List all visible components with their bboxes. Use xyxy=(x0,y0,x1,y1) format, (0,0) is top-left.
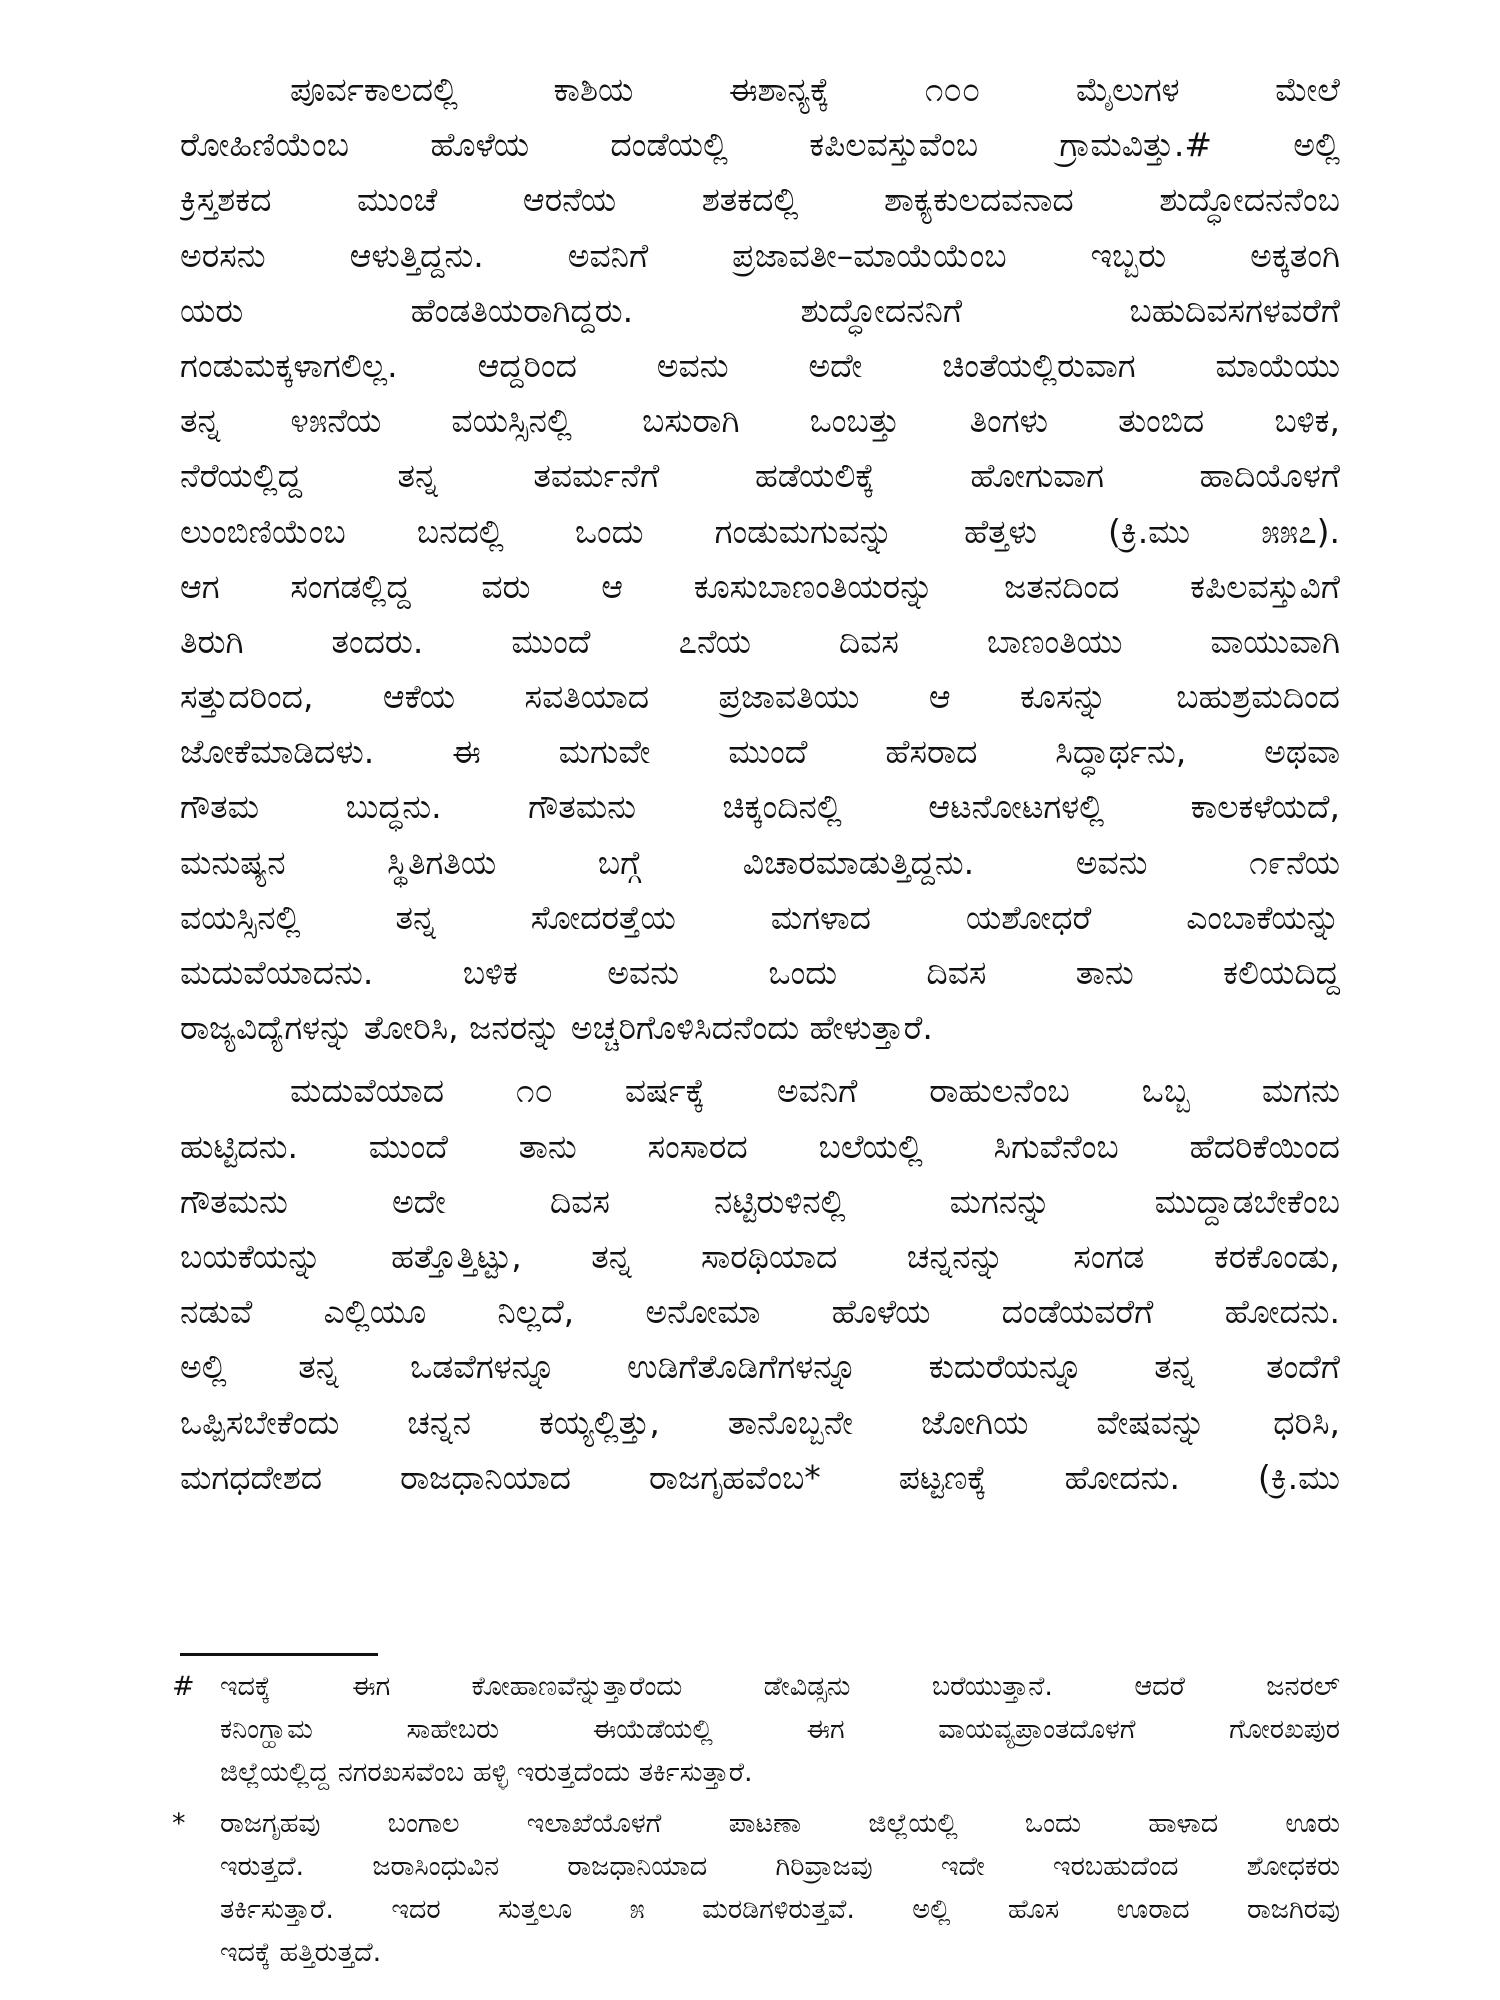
text-line: ರೋಹಿಣಿಯೆಂಬ ಹೊಳೆಯ ದಂಡೆಯಲ್ಲಿ ಕಪಿಲವಸ್ತುವೆಂಬ ಗ್ರಾಮವಿತ್ತು.# ಅಲ್ಲಿ xyxy=(180,125,1340,165)
text-line: ನೆರೆಯಲ್ಲಿದ್ದ ತನ್ನ ತವರ್ಮನೆಗೆ ಹಡೆಯಲಿಕ್ಕೆ ಹೋಗುವಾಗ ಹಾದಿಯೊಳಗೆ xyxy=(180,456,1340,496)
text-line: ವಯಸ್ಸಿನಲ್ಲಿ ತನ್ನ ಸೋದರತ್ತೆಯ ಮಗಳಾದ ಯಶೋಧರೆ ಎಂಬಾಕೆಯನ್ನು xyxy=(180,897,1340,937)
text-line: ಯರು ಹೆಂಡತಿಯರಾಗಿದ್ದರು. ಶುದ್ಧೋದನನಿಗೆ ಬಹುದಿವಸಗಳವರೆಗೆ xyxy=(180,290,1340,330)
footnote-marker: * xyxy=(172,1808,186,1839)
footnote-hash xyxy=(172,1665,1340,1794)
text-line: ತಿರುಗಿ ತಂದರು. ಮುಂದೆ ೭ನೆಯ ದಿವಸ ಬಾಣಂತಿಯು ವಾಯುವಾಗಿ xyxy=(180,621,1340,661)
text-line: ಲುಂಬಿಣಿಯೆಂಬ ಬನದಲ್ಲಿ ಒಂದು ಗಂಡುಮಗುವನ್ನು ಹೆತ್ತಳು (ಕ್ರಿ.ಮು ೫೫೭). xyxy=(180,511,1340,551)
text-line: ಸತ್ತುದರಿಂದ, ಆಕೆಯ ಸವತಿಯಾದ ಪ್ರಜಾವತಿಯು ಆ ಕೂಸನ್ನು ಬಹುಶ್ರಮದಿಂದ xyxy=(180,677,1340,717)
text-line: ನಡುವೆ ಎಲ್ಲಿಯೂ ನಿಲ್ಲದೆ, ಅನೋಮಾ ಹೊಳೆಯ ದಂಡೆಯವರೆಗೆ ಹೋದನು. xyxy=(180,1292,1340,1332)
footnote-line: ಇದಕ್ಕೆ ಈಗ ಕೋಹಾಣವೆನ್ನುತ್ತಾರೆಂದು ಡೇವಿಡ್ಸನು ಬರೆಯುತ್ತಾನೆ. ಆದರೆ ಜನರಲ್ xyxy=(220,1671,1340,1702)
text-line: ಬಯಕೆಯನ್ನು ಹತ್ತೊತ್ತಿಟ್ಟು, ತನ್ನ ಸಾರಥಿಯಾದ ಚನ್ನನನ್ನು ಸಂಗಡ ಕರಕೊಂಡು, xyxy=(180,1236,1340,1276)
text-line: ಹುಟ್ಟಿದನು. ಮುಂದೆ ತಾನು ಸಂಸಾರದ ಬಲೆಯಲ್ಲಿ ಸಿಗುವೆನೆಂಬ ಹೆದರಿಕೆಯಿಂದ xyxy=(180,1126,1340,1166)
footnote-marker: # xyxy=(172,1671,195,1702)
text-line: ರಾಜ್ಯವಿದ್ಯೆಗಳನ್ನು ತೋರಿಸಿ, ಜನರನ್ನು ಅಚ್ಚರಿಗೊಳಿಸಿದನೆಂದು ಹೇಳುತ್ತಾರೆ. xyxy=(180,1008,933,1048)
text-line: ಅಲ್ಲಿ ತನ್ನ ಒಡವೆಗಳನ್ನೂ ಉಡಿಗೆತೊಡಿಗೆಗಳನ್ನೂ ಕುದುರೆಯನ್ನೂ ತನ್ನ ತಂದೆಗೆ xyxy=(180,1347,1340,1387)
text-line: ಅರಸನು ಆಳುತ್ತಿದ್ದನು. ಅವನಿಗೆ ಪ್ರಜಾವತೀ–ಮಾಯೆಯೆಂಬ ಇಬ್ಬರು ಅಕ್ಕತಂಗಿ xyxy=(180,235,1340,275)
footnote-divider xyxy=(180,1653,378,1656)
paragraph-1 xyxy=(180,62,1340,1055)
footnote-line: ರಾಜಗೃಹವು ಬಂಗಾಲ ಇಲಾಖೆಯೊಳಗೆ ಪಾಟಣಾ ಜಿಲ್ಲೆಯಲ್ಲಿ ಒಂದು ಹಾಳಾದ ಊರು xyxy=(220,1808,1340,1839)
text-line: ಪೂರ್ವಕಾಲದಲ್ಲಿ ಕಾಶಿಯ ಈಶಾನ್ಯಕ್ಕೆ ೧೦೦ ಮೈಲುಗಳ ಮೇಲೆ xyxy=(290,70,1340,109)
footnote-line: ತರ್ಕಿಸುತ್ತಾರೆ. ಇದರ ಸುತ್ತಲೂ ೫ ಮರಡಿಗಳಿರುತ್ತವೆ. ಅಲ್ಲಿ ಹೊಸ ಊರಾದ ರಾಜಗಿರವು xyxy=(220,1894,1340,1925)
footnote-line: ಕನಿಂಗ್ಹಾಮ ಸಾಹೇಬರು ಈಯೆಡೆಯಲ್ಲಿ ಈಗ ವಾಯವ್ಯಪ್ರಾಂತದೊಳಗೆ ಗೋರಖಪುರ xyxy=(220,1714,1340,1745)
paragraph-2 xyxy=(180,1063,1340,1505)
main-text xyxy=(180,62,1340,1505)
footnote-line: ಜಿಲ್ಲೆಯಲ್ಲಿದ್ದ ನಗರಖಸವೆಂಬ ಹಳ್ಳಿ ಇರುತ್ತದೆಂದು ತರ್ಕಿಸುತ್ತಾರೆ. xyxy=(220,1757,753,1788)
text-line: ಮಗಧದೇಶದ ರಾಜಧಾನಿಯಾದ ರಾಜಗೃಹವೆಂಬ* ಪಟ್ಟಣಕ್ಕೆ ಹೋದನು. (ಕ್ರಿ.ಮು xyxy=(180,1457,1340,1497)
text-line: ಜೋಕೆಮಾಡಿದಳು. ಈ ಮಗುವೇ ಮುಂದೆ ಹೆಸರಾದ ಸಿದ್ಧಾರ್ಥನು, ಅಥವಾ xyxy=(180,732,1340,772)
text-line: ಮನುಷ್ಯನ ಸ್ಥಿತಿಗತಿಯ ಬಗ್ಗೆ ವಿಚಾರಮಾಡುತ್ತಿದ್ದನು. ಅವನು ೧೯ನೆಯ xyxy=(180,842,1340,882)
paragraph-spacer xyxy=(180,1055,1340,1063)
text-line: ಕ್ರಿಸ್ತಶಕದ ಮುಂಚೆ ಆರನೆಯ ಶತಕದಲ್ಲಿ ಶಾಕ್ಯಕುಲದವನಾದ ಶುದ್ಧೋದನನೆಂಬ xyxy=(180,180,1340,220)
text-line: ಆಗ ಸಂಗಡಲ್ಲಿದ್ದ ವರು ಆ ಕೂಸುಬಾಣಂತಿಯರನ್ನು ಜತನದಿಂದ ಕಪಿಲವಸ್ತುವಿಗೆ xyxy=(180,566,1340,606)
footnote-line: ಇದಕ್ಕೆ ಹತ್ತಿರುತ್ತದೆ. xyxy=(220,1937,382,1968)
text-line: ಗೌತಮನು ಅದೇ ದಿವಸ ನಟ್ಟಿರುಳಿನಲ್ಲಿ ಮಗನನ್ನು ಮುದ್ದಾಡಬೇಕೆಂಬ xyxy=(180,1181,1340,1221)
footnotes xyxy=(172,1665,1340,1982)
footnote-line: ಇರುತ್ತದೆ. ಜರಾಸಿಂಧುವಿನ ರಾಜಧಾನಿಯಾದ ಗಿರಿವ್ರಾಜವು ಇದೇ ಇರಬಹುದೆಂದ ಶೋಧಕರು xyxy=(220,1851,1340,1882)
footnote-asterisk xyxy=(172,1802,1340,1974)
text-line: ಮದುವೆಯಾದನು. ಬಳಿಕ ಅವನು ಒಂದು ದಿವಸ ತಾನು ಕಲಿಯದಿದ್ದ xyxy=(180,953,1340,992)
text-line: ಮದುವೆಯಾದ ೧೦ ವರ್ಷಕ್ಕೆ ಅವನಿಗೆ ರಾಹುಲನೆಂಬ ಒಬ್ಬ ಮಗನು xyxy=(290,1071,1340,1111)
text-line: ಗೌತಮ ಬುದ್ಧನು. ಗೌತಮನು ಚಿಕ್ಕಂದಿನಲ್ಲಿ ಆಟನೋಟಗಳಲ್ಲಿ ಕಾಲಕಳೆಯದೆ, xyxy=(180,787,1340,827)
text-line: ಗಂಡುಮಕ್ಕಳಾಗಲಿಲ್ಲ. ಆದ್ದರಿಂದ ಅವನು ಅದೇ ಚಿಂತೆಯಲ್ಲಿರುವಾಗ ಮಾಯೆಯು xyxy=(180,345,1340,385)
text-line: ತನ್ನ ೪೫ನೆಯ ವಯಸ್ಸಿನಲ್ಲಿ ಬಸುರಾಗಿ ಒಂಬತ್ತು ತಿಂಗಳು ತುಂಬಿದ ಬಳಿಕ, xyxy=(180,401,1340,441)
text-line: ಒಪ್ಪಿಸಬೇಕೆಂದು ಚನ್ನನ ಕಯ್ಯಲ್ಲಿತ್ತು, ತಾನೊಬ್ಬನೇ ಜೋಗಿಯ ವೇಷವನ್ನು ಧರಿಸಿ, xyxy=(180,1402,1340,1442)
